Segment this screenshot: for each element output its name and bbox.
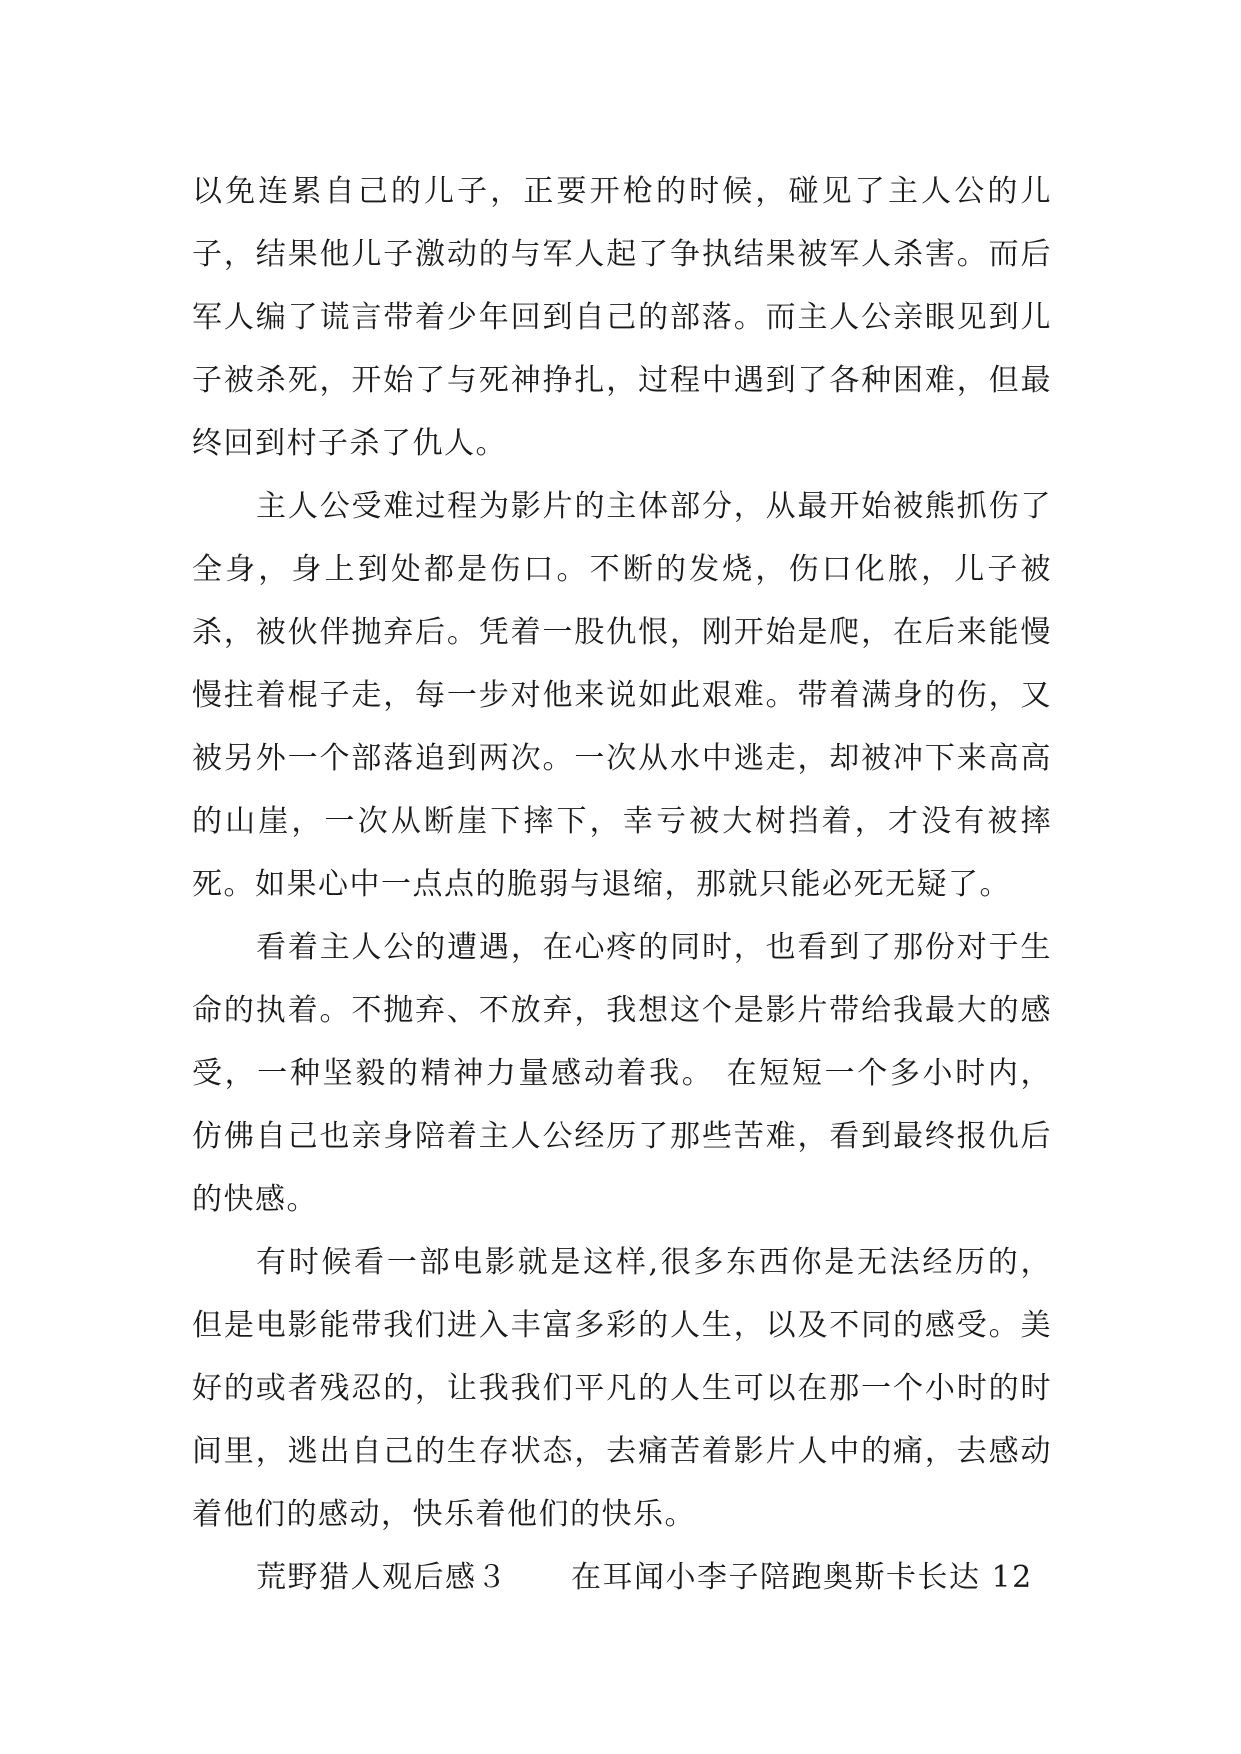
paragraph-5-heading: 荒野猎人观后感３ 在耳闻小李子陪跑奥斯卡长达 12 — [256, 1560, 1033, 1595]
document-page — [192, 160, 1052, 1609]
paragraph-2: 主人公受难过程为影片的主体部分，从最开始被熊抓伤了全身，身上到处都是伤口。不断的发烧，伤口化脓，儿子被杀，被伙伴抛弃后。凭着一股仇恨，刚开始是爬，在后来能慢慢拄着棍子走，每一步对他来说如此艰难。带着满身的伤，又被另外一个部落追到两次。一次从水中逃走，却被冲下来高高的山崖，一次从断崖下摔下，幸亏被大树挡着，才没有被摔死。如果心中一点点的脆弱与退缩，那就只能必死无疑了。 — [192, 489, 1052, 902]
paragraph-3: 看着主人公的遭遇，在心疼的同时，也看到了那份对于生命的执着。不抛弃、不放弃，我想这个是影片带给我最大的感受，一种坚毅的精神力量感动着我。 在短短一个多小时内，仿佛自己也亲身陪着主人公经历了那些苦难，看到最终报仇后的快感。 — [192, 930, 1052, 1217]
paragraph-4: 有时候看一部电影就是这样,很多东西你是无法经历的，但是电影能带我们进入丰富多彩的人生，以及不同的感受。美好的或者残忍的，让我我们平凡的人生可以在那一个小时的时间里，逃出自己的生存状态，去痛苦着影片人中的痛，去感动着他们的感动，快乐着他们的快乐。 — [192, 1245, 1052, 1532]
paragraph-1: 以免连累自己的儿子，正要开枪的时候，碰见了主人公的儿子，结果他儿子激动的与军人起了争执结果被军人杀害。而后军人编了谎言带着少年回到自己的部落。而主人公亲眼见到儿子被杀死，开始了与死神挣扎，过程中遇到了各种困难，但最终回到村子杀了仇人。 — [192, 174, 1052, 461]
